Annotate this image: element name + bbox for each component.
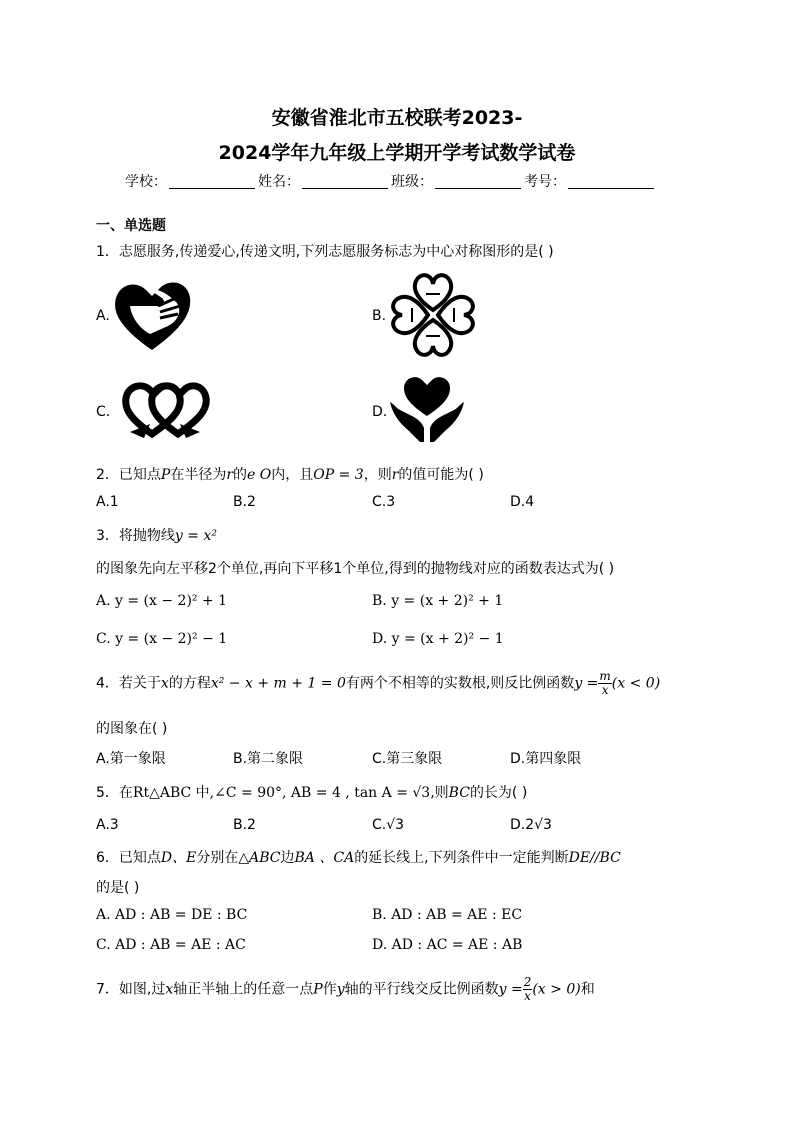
class-label: 班级： [391,174,433,190]
q2-point: P [160,467,171,483]
q1-option-a-label: A. [96,308,110,324]
q5-text: 的长为( ) [469,785,528,801]
q7-point: P [313,981,323,998]
q6-points: D、E [160,850,197,866]
q5-stem [96,782,527,802]
q6-option-c: C. AD : AB = AE : AC [96,937,246,953]
q6-text: 的延长线上,下列条件中一定能判断 [354,850,569,866]
q3-option-d: D. y = (x + 2)² − 1 [372,631,504,647]
q2-option-c: C.3 [372,494,396,510]
name-blank[interactable] [302,174,388,189]
q4-fraction [598,670,611,697]
school-label: 学校： [125,174,167,190]
student-info-row [125,171,657,191]
q7-variable: x [165,981,174,998]
q5-option-a: A.3 [96,817,119,833]
q5-text: ,则 [430,785,449,801]
q7-stem [96,976,595,1003]
q3-option-a: A. y = (x − 2)² + 1 [96,593,228,609]
q4-option-d: D.第四象限 [510,751,582,767]
q4-text: 4．若关于 [96,675,161,692]
linked-hearts-icon [120,380,210,440]
q7-numerator: 2 [523,975,532,989]
paper-title-line1: 安徽省淮北市五校联考2023- [271,107,523,129]
q7-variable: y [336,981,345,998]
q7-fraction [523,976,533,1003]
q2-text: 在半径为 [170,467,227,483]
section-heading: 一、单选题 [96,218,166,234]
id-blank[interactable] [568,174,654,189]
paper-title-line2: 2024学年九年级上学期开学考试数学试卷 [218,142,576,164]
q2-text: 2．已知点 [96,467,161,483]
q2-radius: r [226,467,234,483]
q5-equation: Rt△ABC 中,∠C = 90°, AB = 4 , tan A = √3 [132,785,431,801]
q7-text: 作 [322,981,337,998]
q6-sides: BA 、CA [294,850,355,866]
q3-option-c: C. y = (x − 2)² − 1 [96,631,228,647]
q6-stem-line2: 的是( ) [96,880,140,896]
q4-equation: x² − x + m + 1 = 0 [210,675,346,692]
q4-stem-line2: 的图象在( ) [96,721,168,737]
q2-circle: e O [247,467,272,483]
q3-stem-line2: 的图象先向左平移2个单位,再向下平移1个单位,得到的抛物线对应的函数表达式为( ) [96,561,615,577]
q2-text: 的值可能为( ) [398,467,484,483]
q6-text: 6．已知点 [96,850,161,866]
q6-option-b: B. AD : AB = AE : EC [372,907,523,923]
q2-option-b: B.2 [233,494,256,510]
q2-option-a: A.1 [96,494,119,510]
q7-text: 轴正半轴上的任意一点 [173,981,314,998]
q1-option-c-label: C. [96,404,111,420]
q4-option-a: A.第一象限 [96,751,166,767]
q6-parallel: DE//BC [568,850,621,866]
q2-text: 的 [233,467,248,483]
q1-option-d-label: D. [372,404,388,420]
q5-text: 5．在 [96,785,133,801]
q2-text: ，则 [363,467,392,483]
q4-stem-line1 [96,670,660,697]
q2-equation: OP = 3 [313,467,364,483]
q5-option-c: C.√3 [372,817,405,833]
q7-text: 和 [580,981,595,998]
q2-radius: r [391,467,399,483]
q7-denominator: x [524,989,531,1003]
q3-option-b: B. y = (x + 2)² + 1 [372,593,504,609]
q7-text: 轴的平行线交反比例函数 [344,981,499,998]
q6-stem-line1 [96,847,621,867]
heart-hand-icon [110,276,194,354]
q1-stem: 1．志愿服务,传递爱心,传递文明,下列志愿服务标志为中心对称图形的是( ) [96,244,554,260]
q6-option-d: D. AD : AC = AE : AB [372,937,523,953]
q7-function: y = [498,981,523,998]
q7-text: 7．如图,过 [96,981,166,998]
clover-hands-icon [388,270,478,360]
q4-text: 的方程 [168,675,211,692]
class-blank[interactable] [435,174,521,189]
q5-option-b: B.2 [233,817,256,833]
q4-function: y = [574,675,599,692]
q3-text: 3．将抛物线 [96,528,175,544]
q6-option-a: A. AD : AB = DE : BC [96,907,248,923]
q6-triangle: △ABC [238,850,281,866]
heart-in-hands-icon [386,372,468,446]
q2-text: 内，且 [271,467,314,483]
q3-equation: y = x² [174,528,217,544]
school-blank[interactable] [169,174,255,189]
q5-segment: BC [448,785,470,801]
q4-option-c: C.第三象限 [372,751,443,767]
q4-text: 有两个不相等的实数根,则反比例函数 [345,675,575,692]
q4-denominator: x [601,683,609,697]
q6-text: 边 [280,850,295,866]
q4-numerator: m [599,669,611,683]
q2-stem [96,464,484,484]
q5-option-d: D.2√3 [510,817,552,833]
q7-condition: (x > 0) [532,981,581,998]
name-label: 姓名： [258,174,300,190]
q1-option-b-label: B. [372,308,387,324]
id-label: 考号： [524,174,566,190]
q2-option-d: D.4 [510,494,535,510]
q3-stem-line1 [96,525,217,545]
q6-text: 分别在 [196,850,239,866]
q4-option-b: B.第二象限 [233,751,304,767]
q4-variable: x [160,675,169,692]
q4-condition: (x < 0) [611,675,661,692]
